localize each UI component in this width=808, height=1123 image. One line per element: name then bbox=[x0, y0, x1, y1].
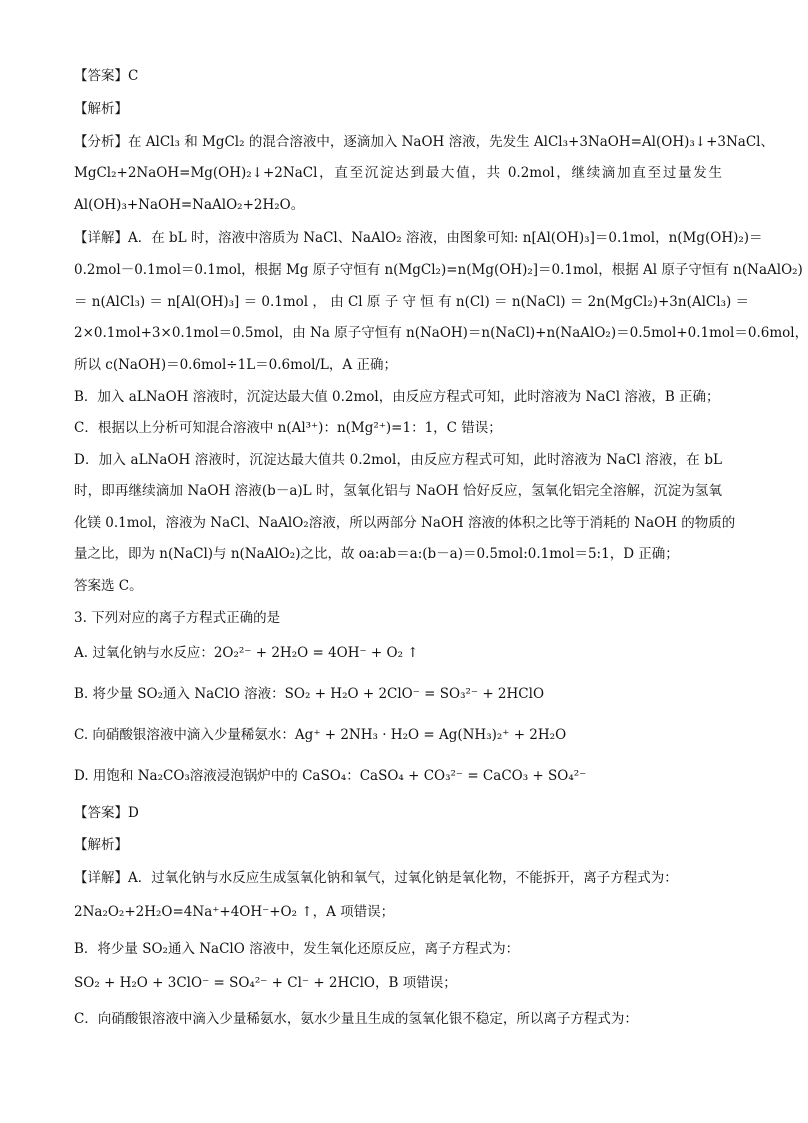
text-line: 【解析】 bbox=[74, 101, 128, 117]
text-line: B. 将少量 SO₂通入 NaClO 溶液：SO₂ + H₂O + 2ClO⁻ = SO₃²⁻ + 2HClO bbox=[74, 686, 545, 702]
text-line: 3. 下列对应的离子方程式正确的是 bbox=[74, 610, 281, 626]
text-line: 2×0.1mol+3×0.1mol＝0.5mol，由 Na 原子守恒有 n(NaOH)＝n(NaCl)+n(NaAlO₂)＝0.5mol+0.1mol＝0.6mol， bbox=[74, 325, 808, 341]
text-line: D．加入 aLNaOH 溶液时，沉淀达最大值共 0.2mol，由反应方程式可知，此时溶液为 NaCl 溶液，在 bL bbox=[74, 452, 722, 468]
text-line: A. 过氧化钠与水反应：2O₂²⁻ + 2H₂O = 4OH⁻ + O₂ ↑ bbox=[74, 645, 419, 661]
text-line: 【解析】 bbox=[74, 837, 128, 853]
text-line: 【答案】D bbox=[74, 805, 139, 821]
text-line: 2Na₂O₂+2H₂O=4Na⁺+4OH⁻+O₂ ↑，A 项错误； bbox=[74, 904, 395, 920]
text-line: C．向硝酸银溶液中滴入少量稀氨水，氨水少量且生成的氢氧化银不稳定，所以离子方程式为： bbox=[74, 1011, 638, 1027]
text-line: 【分析】在 AlCl₃ 和 MgCl₂ 的混合溶液中，逐滴加入 NaOH 溶液，先发生 AlCl₃+3NaOH=Al(OH)₃↓+3NaCl、 bbox=[74, 134, 775, 150]
text-line: 量之比，即为 n(NaCl)与 n(NaAlO₂)之比，故 oa:ab＝a:(b－a)＝0.5mol:0.1mol＝5:1，D 正确； bbox=[74, 546, 679, 562]
text-line: C. 向硝酸银溶液中滴入少量稀氨水：Ag⁺ + 2NH₃ · H₂O = Ag(NH₃)₂⁺ + 2H₂O bbox=[74, 727, 567, 743]
text-line: ＝ n(AlCl₃) ＝ n[Al(OH)₃] ＝ 0.1mol ， 由 Cl 原 子 守 恒 有 n(Cl) ＝ n(NaCl) ＝ 2n(MgCl₂)+3n(AlCl₃) ＝ bbox=[74, 294, 750, 310]
text-line: B．将少量 SO₂通入 NaClO 溶液中，发生氧化还原反应，离子方程式为： bbox=[74, 941, 520, 957]
text-line: 【详解】A．过氧化钠与水反应生成氢氧化钠和氧气，过氧化钠是氧化物，不能拆开，离子方程式为： bbox=[74, 870, 678, 886]
text-line: 【详解】A．在 bL 时，溶液中溶质为 NaCl、NaAlO₂ 溶液，由图象可知: n[Al(OH)₃]＝0.1mol，n(Mg(OH)₂)＝ bbox=[74, 230, 763, 246]
text-line: 【答案】C bbox=[74, 68, 139, 84]
text-line: 0.2mol－0.1mol＝0.1mol，根据 Mg 原子守恒有 n(MgCl₂)=n(Mg(OH)₂]＝0.1mol，根据 Al 原子守恒有 n(NaAlO₂) bbox=[74, 262, 803, 278]
text-line: MgCl₂+2NaOH=Mg(OH)₂↓+2NaCl，直至沉淀达到最大值，共 0.2mol，继续滴加直至过量发生 bbox=[74, 165, 722, 181]
text-line: D. 用饱和 Na₂CO₃溶液浸泡锅炉中的 CaSO₄：CaSO₄ + CO₃²⁻ = CaCO₃ + SO₄²⁻ bbox=[74, 768, 587, 784]
text-line: B．加入 aLNaOH 溶液时，沉淀达最大值 0.2mol，由反应方程式可知，此时溶液为 NaCl 溶液，B 正确； bbox=[74, 389, 720, 405]
text-line: C．根据以上分析可知混合溶液中 n(Al³⁺)：n(Mg²⁺)=1：1，C 错误； bbox=[74, 420, 502, 436]
text-line: 化镁 0.1mol，溶液为 NaCl、NaAlO₂溶液，所以两部分 NaOH 溶液的体积之比等于消耗的 NaOH 的物质的 bbox=[74, 515, 736, 531]
text-line: Al(OH)₃+NaOH=NaAlO₂+2H₂O。 bbox=[74, 197, 305, 213]
text-line: 答案选 C。 bbox=[74, 578, 143, 594]
text-line: 时，即再继续滴加 NaOH 溶液(b－a)L 时，氢氧化铝与 NaOH 恰好反应，氢氧化铝完全溶解，沉淀为氢氧 bbox=[74, 483, 722, 499]
text-line: 所以 c(NaOH)＝0.6mol÷1L＝0.6mol/L，A 正确； bbox=[74, 357, 397, 373]
text-line: SO₂ + H₂O + 3ClO⁻ = SO₄²⁻ + Cl⁻ + 2HClO，B 项错误； bbox=[74, 975, 457, 991]
